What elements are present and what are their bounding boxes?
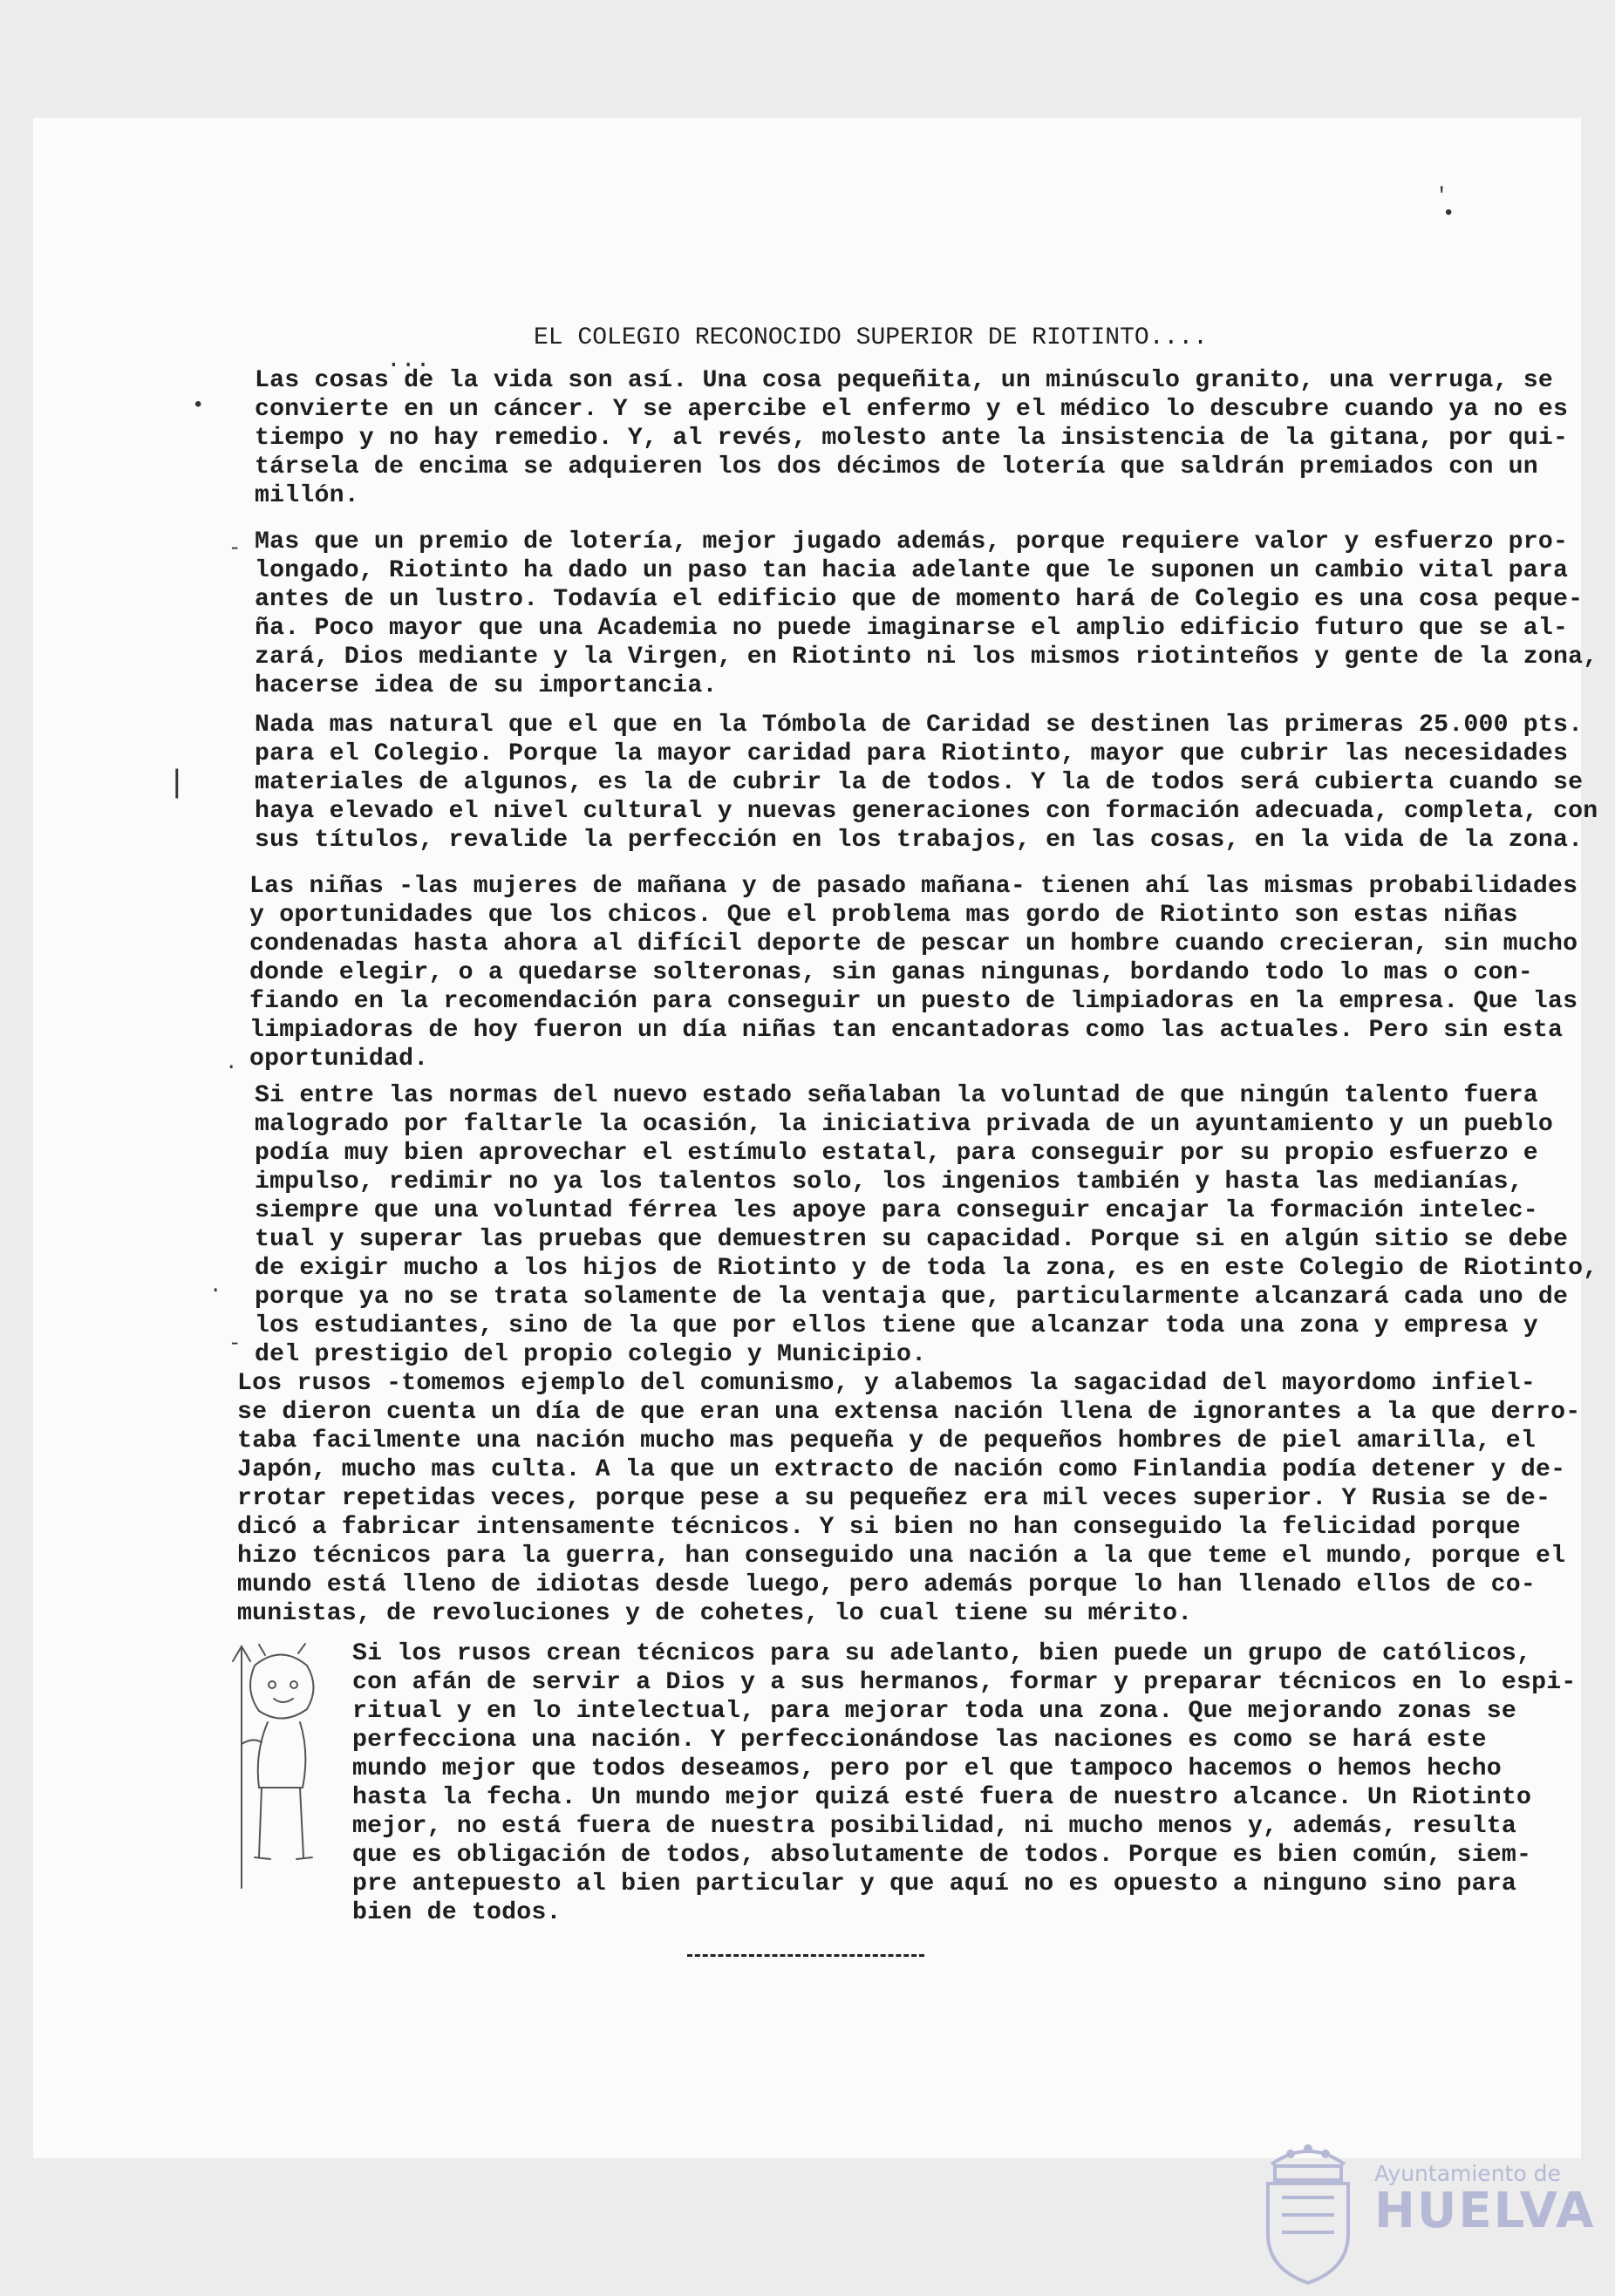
lead-ellipsis: ... <box>386 347 431 374</box>
child-devil-sketch-icon <box>220 1639 333 1901</box>
closing-rule <box>687 1954 924 1957</box>
paragraph-6: Los rusos -tomemos ejemplo del comunismo, y alabemos la sagacidad del mayordomo infiel- se dieron cuenta un día de que eran una extensa nación llena de ignorantes a la que derro- taba facilmente una nación mucho mas pequeña y de pequeños hombres de piel amarilla, el Japón, mucho mas culta. A la que un extracto de nación como Finlandia podía detener y de- rrotar repetidas veces, porque pese a su pequeñez era mil veces superior. Y Rusia se de- dicó a fabricar intensamente técnicos. Y si bien no han conseguido la felicidad porque hizo técnicos para la guerra, han conseguido una nación a la que teme el mundo, porque el mundo está lleno de idiotas desde luego, pero además porque lo han llenado ellos de co- munistas, de revoluciones y de cohetes, lo cual tiene su mérito. <box>237 1370 1581 1627</box>
watermark-line2: HUELVA <box>1374 2183 1596 2239</box>
paragraph-1: Las cosas de la vida son así. Una cosa pequeñita, un minúsculo granito, una verruga, se convierte en un cáncer. Y se apercibe el enfermo y el médico lo descubre cuando ya no es tiempo y no hay remedio. Y, al revés, molesto ante la insistencia de la gitana, por qui- társela de encima se adquieren los dos décimos de lotería que saldrán premiados con un millón. <box>255 367 1569 509</box>
paragraph-5: Si entre las normas del nuevo estado señalaban la voluntad de que ningún talento fuera malogrado por faltarle la ocasión, la iniciativa privada de un ayuntamiento y un pueblo podía muy bien aprovechar el estímulo estatal, para conseguir por su propio esfuerzo e impulso, redimir no ya los talentos solo, los ingenios también y hasta las medianías, siempre que una voluntad férrea les apoye para conseguir encajar la formación intelec- tual y superar las pruebas que demuestren su capacidad. Porque si en algún sitio se debe de exigir mucho a los hijos de Riotinto y de toda la zona, es en este Colegio de Riotinto, porque ya no se trata solamente de la ventaja que, particularmente alcanzará cada uno de los estudiantes, sino de la que por ellos tiene que alcanzar toda una zona y empresa y del prestigio del propio colegio y Municipio. <box>255 1082 1598 1368</box>
watermark-line1: Ayuntamiento de <box>1374 2161 1561 2186</box>
document-title: EL COLEGIO RECONOCIDO SUPERIOR DE RIOTINTO.... <box>534 324 1208 351</box>
huelva-shield-icon <box>1256 2129 1360 2286</box>
paragraph-7: Si los rusos crean técnicos para su adelanto, bien puede un grupo de católicos, con afán de servir a Dios y a sus hermanos, formar y preparar técnicos en lo espi- ritual y en lo intelectual, para mejorar toda una zona. Que mejorando zonas se perfecciona una nación. Y perfeccionándose las naciones es como se hará este mundo mejor que todos deseamos, pero por el que tampoco hacemos o hemos hecho hasta la fecha. Un mundo mejor quizá esté fuera de nuestro alcance. Un Riotinto mejor, no está fuera de nuestra posibilidad, ni mucho menos y, además, resulta que es obligación de todos, absolutamente de todos. Porque es bien común, siem- pre antepuesto al bien particular y que aquí no es opuesto a ninguno sino para bien de todos. <box>352 1640 1577 1926</box>
paragraph-2: Mas que un premio de lotería, mejor jugado además, porque requiere valor y esfuerzo pro- longado, Riotinto ha dado un paso tan hacia adelante que le suponen un cambio vital para antes de un lustro. Todavía el edificio que de momento hará de Colegio es una cosa peque- ña. Poco mayor que una Academia no puede imaginarse el amplio edificio futuro que se al- zará, Dios mediante y la Virgen, en Riotinto ni los mismos riotinteños y gente de la zona, hacerse idea de su importancia. <box>255 528 1598 699</box>
paragraph-3: Nada mas natural que el que en la Tómbola de Caridad se destinen las primeras 25.000 pts. para el Colegio. Porque la mayor caridad para Riotinto, mayor que cubrir las necesidades materiales de algunos, es la de cubrir la de todos. Y la de todos será cubierta cuando se haya elevado el nivel cultural y nuevas generaciones con formación adecuada, completa, con sus títulos, revalide la perfección en los trabajos, en las cosas, en la vida de la zona. <box>255 712 1598 854</box>
paragraph-4: Las niñas -las mujeres de mañana y de pasado mañana- tienen ahí las mismas probabilidades y oportunidades que los chicos. Que el problema mas gordo de Riotinto son estas niñas condenadas hasta ahora al difícil deporte de pescar un hombre cuando crecieran, sin mucho donde elegir, o a quedarse solteronas, sin ganas ningunas, bordando todo lo mas o con- fiando en la recomendación para conseguir un puesto de limpiadoras en la empresa. Que las limpiadoras de hoy fueron un día niñas tan encantadoras como las actuales. Pero sin esta oportunidad. <box>249 873 1578 1073</box>
watermark <box>1374 2161 1595 2239</box>
